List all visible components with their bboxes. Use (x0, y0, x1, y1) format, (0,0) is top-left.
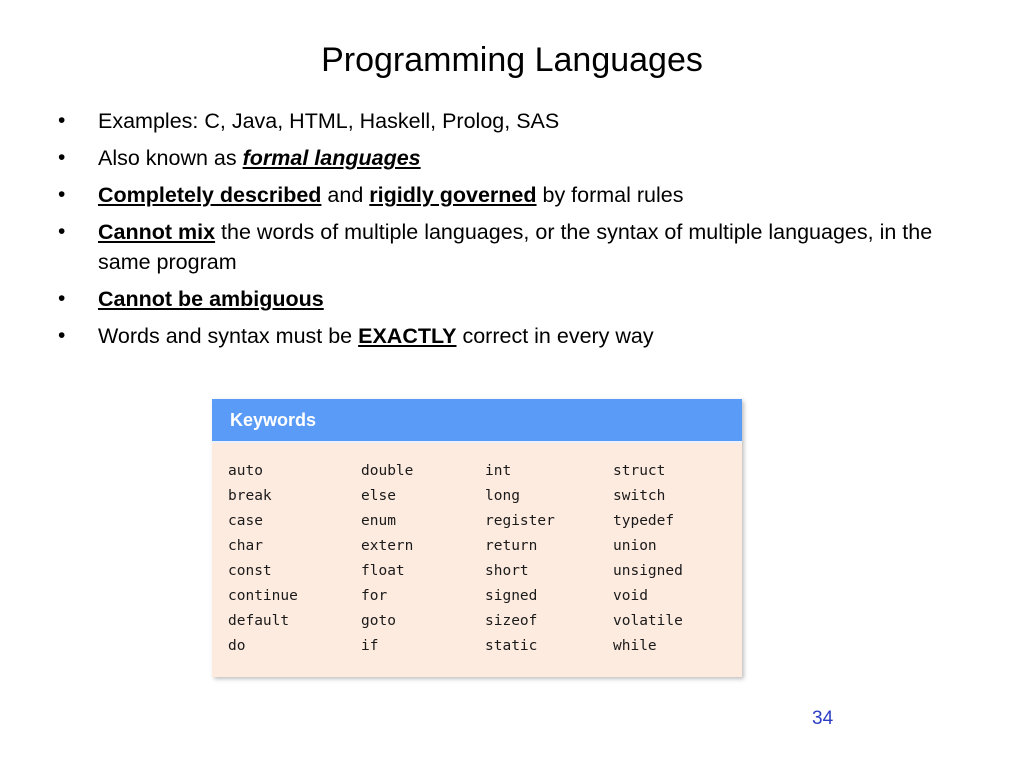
bullet-item-cannot-be-ambiguous (58, 284, 958, 314)
keyword-cell: double (361, 463, 414, 479)
bullet-marker-icon: • (58, 146, 66, 169)
bullet-text-part: correct in every way (456, 324, 654, 348)
keyword-cell: signed (485, 588, 538, 604)
bullet-text-part: EXACTLY (358, 324, 457, 348)
keyword-cell: const (228, 563, 272, 579)
bullet-marker-icon: • (58, 109, 66, 132)
bullet-marker-icon: • (58, 324, 66, 347)
keywords-table (212, 399, 742, 677)
bullet-text-part: and (321, 183, 370, 207)
keyword-cell: struct (613, 463, 666, 479)
bullet-marker-icon: • (58, 183, 66, 206)
bullet-text-part: formal languages (242, 146, 421, 170)
bullet-item-completely-described (58, 180, 958, 210)
keyword-cell: enum (361, 513, 396, 529)
keyword-cell: switch (613, 488, 666, 504)
table-header-row (212, 399, 742, 443)
keyword-cell: short (485, 563, 529, 579)
bullet-item-cannot-mix (58, 217, 958, 277)
bullet-item-also-known-as (58, 143, 958, 173)
keyword-cell: register (485, 513, 555, 529)
keyword-cell: void (613, 588, 648, 604)
keyword-cell: return (485, 538, 538, 554)
bullet-text-part: rigidly governed (369, 183, 537, 207)
keyword-cell: int (485, 463, 512, 479)
keyword-cell: goto (361, 613, 396, 629)
bullet-item-examples (58, 106, 958, 136)
bullet-text-part: Completely described (98, 183, 322, 207)
bullet-text-part: Cannot mix (98, 220, 216, 244)
keyword-cell: long (485, 488, 520, 504)
bullet-text (98, 217, 958, 277)
bullet-text-part: Examples: C, Java, HTML, Haskell, Prolog, SAS (98, 109, 560, 133)
bullet-text (98, 180, 958, 210)
keyword-cell: if (361, 638, 379, 654)
table-body (212, 443, 742, 677)
keyword-cell: float (361, 563, 405, 579)
bullet-text-part: Also known as (98, 146, 243, 170)
keyword-cell: static (485, 638, 538, 654)
keyword-cell: case (228, 513, 263, 529)
keyword-cell: for (361, 588, 388, 604)
keyword-cell: do (228, 638, 246, 654)
keyword-cell: default (228, 613, 290, 629)
bullet-item-exactly-correct (58, 321, 958, 351)
bullet-text (98, 321, 958, 351)
bullet-text-part: Words and syntax must be (98, 324, 359, 348)
keyword-cell: unsigned (613, 563, 683, 579)
page-title: Programming Languages (321, 41, 703, 79)
bullet-text-part: by formal rules (536, 183, 684, 207)
bullet-text-part: the words of multiple languages, or the syntax of multiple languages, in the same program (98, 220, 933, 274)
bullet-text-part: Cannot be ambiguous (98, 287, 324, 311)
keyword-cell: break (228, 488, 272, 504)
page-number: 34 (812, 708, 834, 729)
bullet-text (98, 106, 958, 136)
keyword-cell: else (361, 488, 396, 504)
bullet-marker-icon: • (58, 220, 66, 243)
keyword-grid (212, 459, 742, 659)
keyword-cell: while (613, 638, 657, 654)
bullet-text (98, 143, 958, 173)
keyword-cell: char (228, 538, 263, 554)
table-header-keywords: Keywords (230, 409, 317, 430)
bullet-list (58, 106, 958, 358)
keyword-cell: extern (361, 538, 414, 554)
keyword-cell: volatile (613, 613, 683, 629)
keyword-cell: typedef (613, 513, 675, 529)
keyword-cell: auto (228, 463, 263, 479)
bullet-marker-icon: • (58, 287, 66, 310)
keyword-cell: union (613, 538, 657, 554)
keyword-cell: continue (228, 588, 298, 604)
keyword-cell: sizeof (485, 613, 538, 629)
bullet-text (98, 284, 958, 314)
